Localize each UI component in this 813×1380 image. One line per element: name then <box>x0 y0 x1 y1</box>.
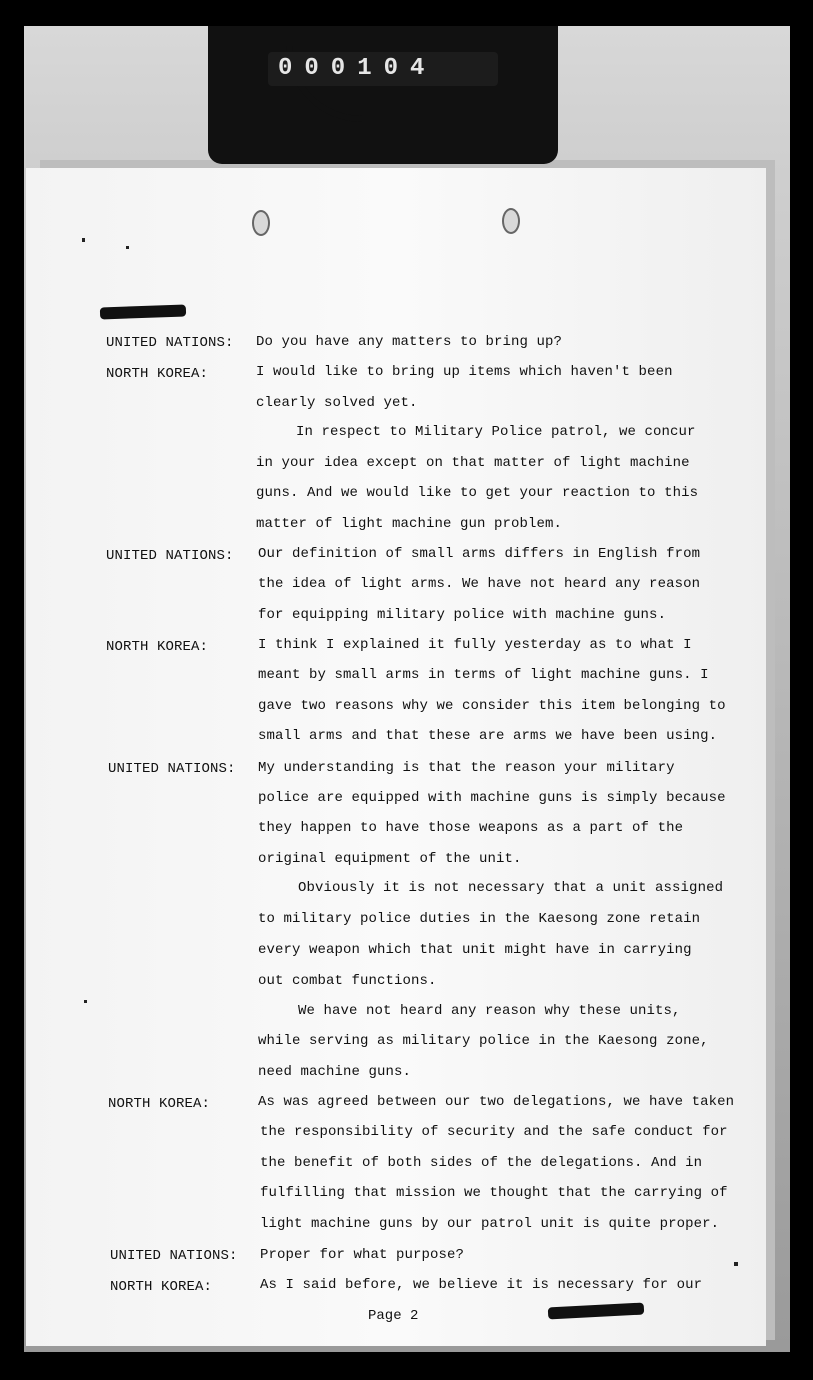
transcript-line: light machine guns by our patrol unit is quite proper. <box>260 1216 720 1232</box>
transcript-line: for equipping military police with machine guns. <box>258 607 667 623</box>
transcript-line: Do you have any matters to bring up? <box>256 334 563 350</box>
speck <box>126 246 129 249</box>
speck <box>82 238 85 242</box>
punch-hole-left <box>252 210 270 236</box>
transcript-line: in your idea except on that matter of light machine <box>256 455 690 471</box>
transcript-line: police are equipped with machine guns is simply because <box>258 790 726 806</box>
page-number: Page 2 <box>368 1308 419 1324</box>
transcript-line: need machine guns. <box>258 1064 412 1080</box>
transcript-line: the idea of light arms. We have not heard any reason <box>258 576 701 592</box>
transcript-line: clearly solved yet. <box>256 395 418 411</box>
transcript-line: As was agreed between our two delegations, we have taken <box>258 1094 735 1110</box>
transcript-line: As I said before, we believe it is necessary for our <box>260 1277 703 1293</box>
speaker-label: NORTH KOREA: <box>106 639 209 655</box>
speaker-label: NORTH KOREA: <box>110 1279 213 1295</box>
speaker-label: UNITED NATIONS: <box>106 548 234 564</box>
transcript-line: the responsibility of security and the safe conduct for <box>260 1124 728 1140</box>
transcript-line: gave two reasons why we consider this item belonging to <box>258 698 726 714</box>
speaker-label: UNITED NATIONS: <box>108 761 236 777</box>
transcript-line: the benefit of both sides of the delegations. And in <box>260 1155 703 1171</box>
transcript-line: I think I explained it fully yesterday as to what I <box>258 637 692 653</box>
transcript-line: Proper for what purpose? <box>260 1247 465 1263</box>
transcript-line: guns. And we would like to get your reaction to this <box>256 485 699 501</box>
speaker-label: UNITED NATIONS: <box>110 1248 238 1264</box>
transcript-line: while serving as military police in the Kaesong zone, <box>258 1033 709 1049</box>
frame-counter-device <box>208 26 558 164</box>
transcript-line: matter of light machine gun problem. <box>256 516 563 532</box>
transcript-line: every weapon which that unit might have in carrying <box>258 942 692 958</box>
speaker-label: UNITED NATIONS: <box>106 335 234 351</box>
speaker-label: NORTH KOREA: <box>108 1096 211 1112</box>
transcript-line: Our definition of small arms differs in English from <box>258 546 701 562</box>
transcript-line: I would like to bring up items which haven't been <box>256 364 673 380</box>
transcript-line: to military police duties in the Kaesong zone retain <box>258 911 701 927</box>
transcript-line: original equipment of the unit. <box>258 851 522 867</box>
transcript-line: meant by small arms in terms of light machine guns. I <box>258 667 709 683</box>
transcript-line: We have not heard any reason why these units, <box>298 1003 681 1019</box>
transcript-line: small arms and that these are arms we have been using. <box>258 728 718 744</box>
transcript-line: out combat functions. <box>258 973 437 989</box>
transcript-line: My understanding is that the reason your military <box>258 760 675 776</box>
transcript-line: they happen to have those weapons as a part of the <box>258 820 684 836</box>
speck <box>84 1000 87 1003</box>
frame-counter-number: 000104 <box>268 52 498 86</box>
transcript-line: fulfilling that mission we thought that the carrying of <box>260 1185 728 1201</box>
speaker-label: NORTH KOREA: <box>106 366 209 382</box>
punch-hole-right <box>502 208 520 234</box>
speck <box>734 1262 738 1266</box>
transcript-line: Obviously it is not necessary that a unit assigned <box>298 880 724 896</box>
transcript-line: In respect to Military Police patrol, we concur <box>296 424 696 440</box>
